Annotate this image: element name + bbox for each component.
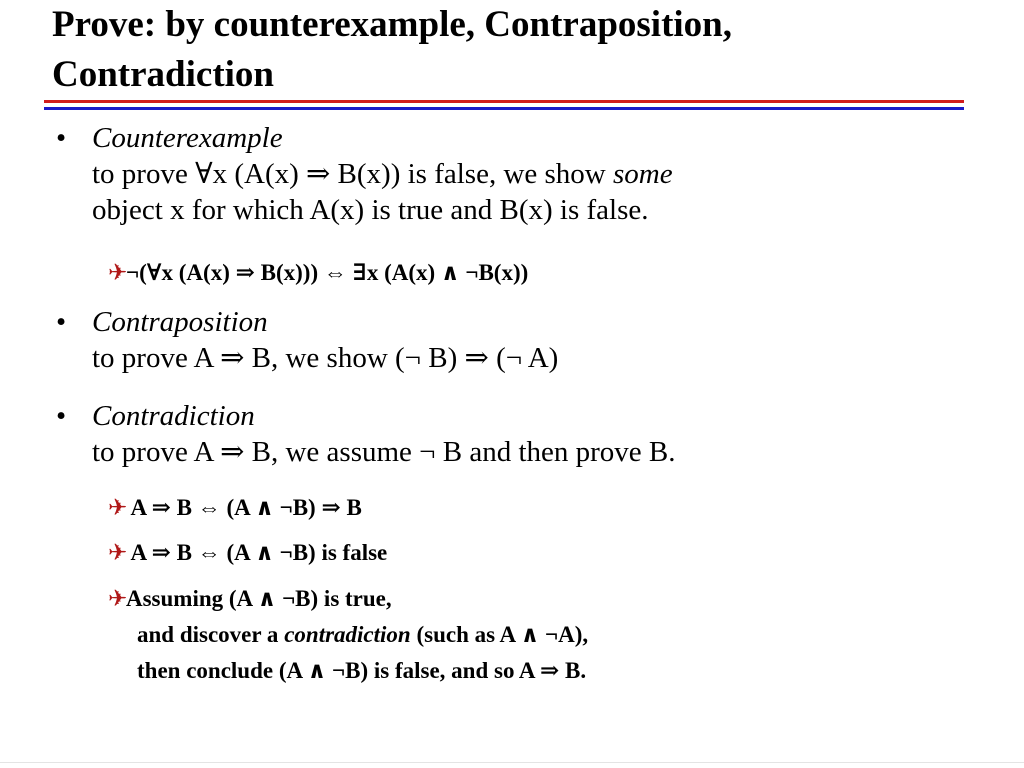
bullet-marker: • [56, 400, 67, 432]
counterexample-line-1-text: to prove ∀x (A(x) ⇒ B(x)) is false, we show [92, 158, 613, 190]
sub-contradiction-2 [108, 535, 387, 571]
emphasis-some: some [613, 158, 673, 190]
airplane-arrow-icon: ✈ [108, 495, 128, 520]
sub-text: Assuming (A ∧ ¬B) is true, [126, 586, 392, 611]
airplane-arrow-icon: ✈ [108, 260, 128, 285]
counterexample-line-1 [92, 156, 972, 192]
airplane-arrow-icon: ✈ [108, 586, 128, 611]
slide-title [52, 0, 1012, 100]
counterexample-line-2: object x for which A(x) is true and B(x) is false. [92, 194, 649, 226]
bullet-marker: • [56, 122, 67, 154]
contraposition-line-1: to prove A ⇒ B, we show (¬ B) ⇒ (¬ A) [92, 342, 559, 374]
heading-counterexample: Counterexample [92, 122, 283, 154]
title-line-1: Prove: by counterexample, Contraposition, [52, 4, 733, 45]
sub-contradiction-1 [108, 490, 362, 526]
title-underline-blue [44, 107, 964, 110]
sub-contradiction-3 [108, 581, 392, 617]
airplane-arrow-icon: ✈ [108, 540, 128, 565]
emphasis-contradiction: contradiction [284, 622, 411, 647]
footer-divider [0, 762, 1024, 763]
sub-contradiction-3-line-3: then conclude (A ∧ ¬B) is false, and so A ⇒ B. [137, 658, 587, 683]
sub-text: and discover a [137, 622, 285, 647]
heading-contraposition: Contraposition [92, 306, 268, 338]
sub-text: (such as A ∧ ¬A), [410, 622, 589, 647]
sub-text: A ⇒ B ⇔ (A ∧ ¬B) is false [130, 540, 388, 565]
sub-text: ¬(∀x (A(x) ⇒ B(x))) ⇔ ∃x (A(x) ∧ ¬B(x)) [126, 260, 529, 285]
title-line-2: Contradiction [52, 54, 274, 95]
title-underline-red [44, 100, 964, 103]
bullet-marker: • [56, 306, 67, 338]
sub-text: A ⇒ B ⇔ (A ∧ ¬B) ⇒ B [130, 495, 362, 520]
contradiction-line-1: to prove A ⇒ B, we assume ¬ B and then prove B. [92, 436, 676, 468]
heading-contradiction: Contradiction [92, 400, 255, 432]
sub-contradiction-3-line-2 [137, 617, 588, 653]
sub-counterexample-equivalence [108, 255, 528, 291]
